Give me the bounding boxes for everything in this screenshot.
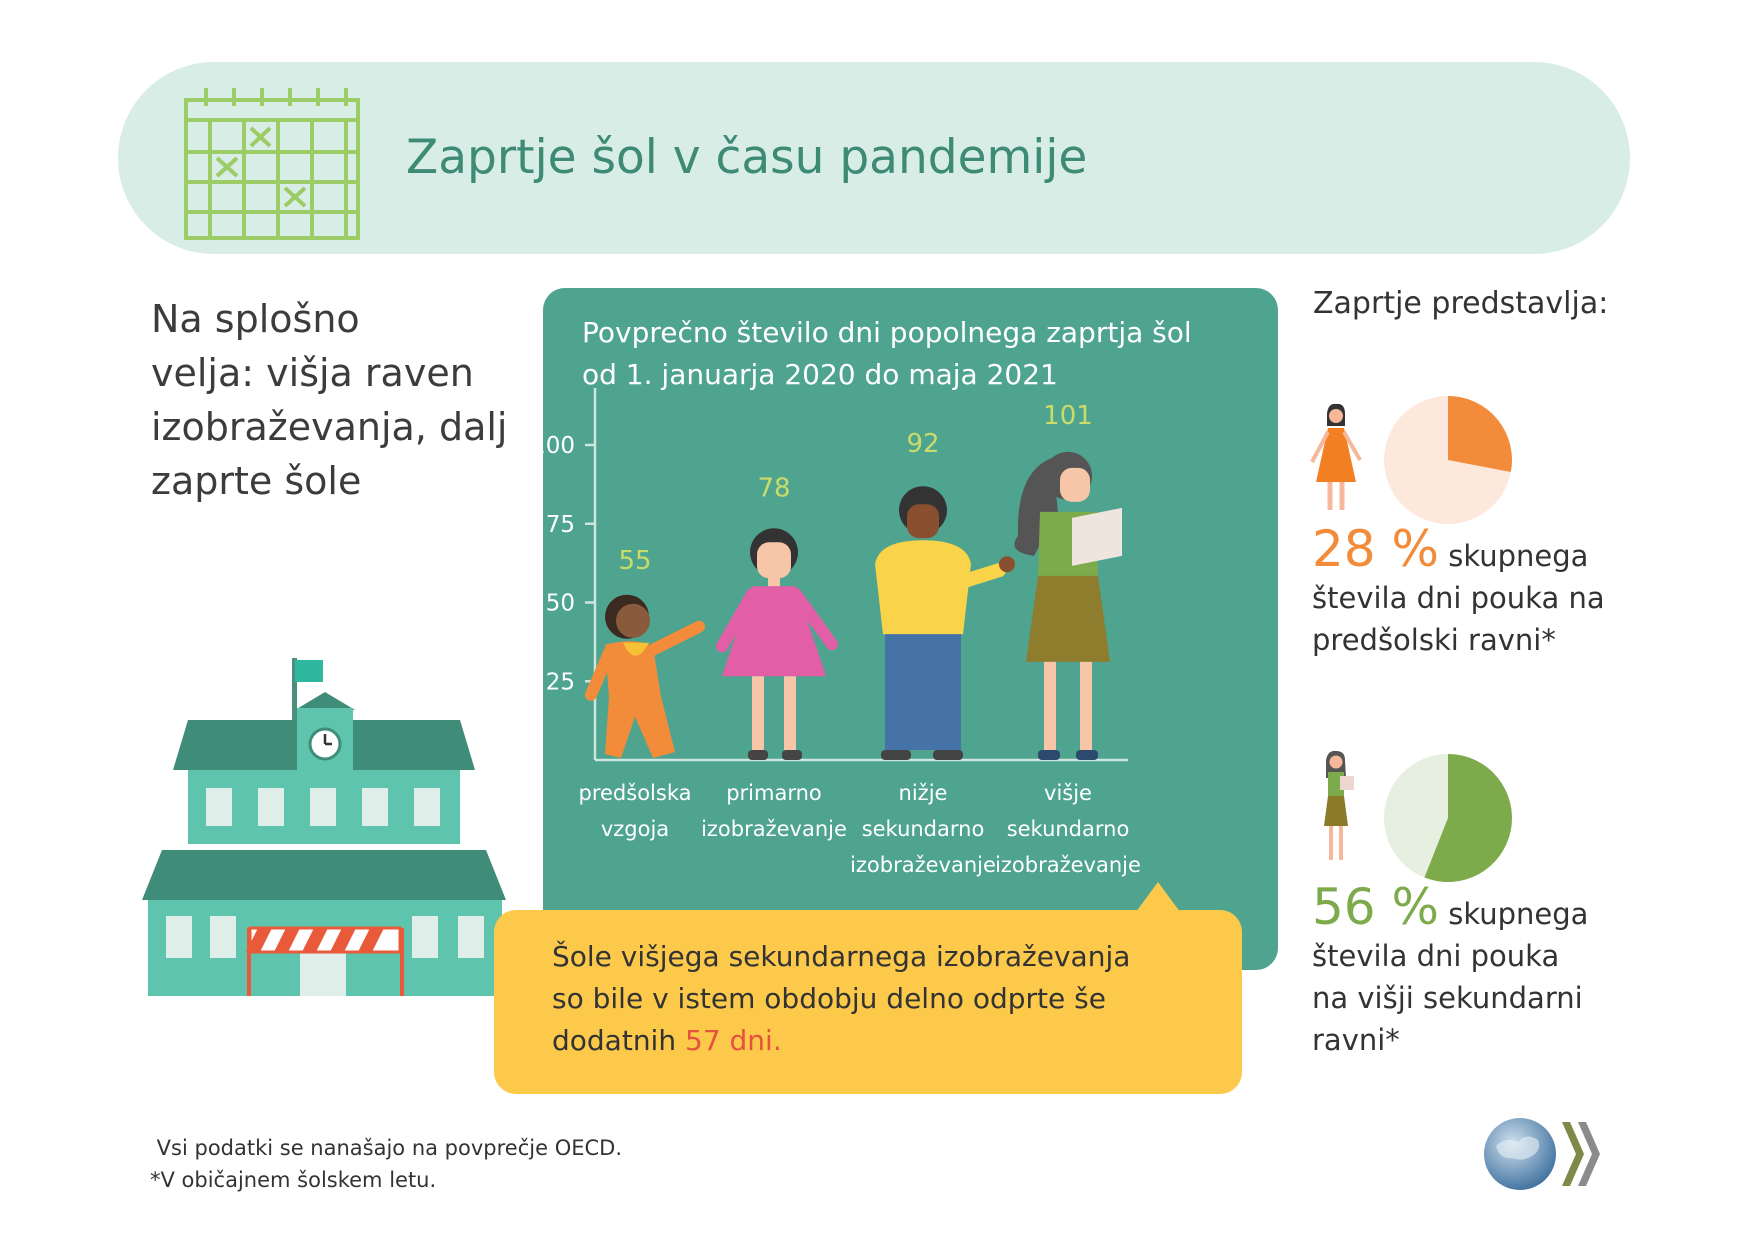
bar-figure (875, 486, 1015, 760)
intro-line-1: Na splošno (151, 297, 360, 341)
intro-line-2: velja: višja raven (151, 351, 474, 395)
bar-figure (722, 528, 832, 760)
stat-preschool-text1: skupnega (1439, 539, 1589, 573)
callout-text (552, 936, 1202, 1062)
x-tick-label: izobraževanje (850, 853, 996, 877)
stat-preschool-pct: 28 % (1312, 520, 1440, 578)
data-label: 92 (906, 429, 940, 460)
x-tick-label: sekundarno (1006, 817, 1130, 841)
y-tick-label: 25 (545, 669, 575, 696)
stat-upper-secondary-text4: ravni* (1312, 1023, 1400, 1057)
x-tick-label: nižje (898, 781, 948, 805)
stat-upper-secondary-text2: števila dni pouka (1312, 939, 1560, 973)
callout-line-2: so bile v istem obdobju delno odprte še (552, 982, 1106, 1015)
y-tick-label: 50 (545, 590, 575, 617)
bar-figure (591, 595, 699, 758)
stat-preschool-text2: števila dni pouka na (1312, 581, 1605, 615)
intro-line-3: izobraževanja, dalj (151, 405, 508, 449)
pie-preschool (1378, 390, 1518, 530)
stat-preschool-text3: predšolski ravni* (1312, 623, 1556, 657)
pie-upper-secondary (1378, 748, 1518, 888)
callout-line-1: Šole višjega sekundarnega izobraževanja (552, 940, 1131, 973)
y-tick-label: 100 (531, 433, 575, 459)
stat-upper-secondary-pct: 56 % (1312, 878, 1440, 936)
stat-upper-secondary-text1: skupnega (1439, 897, 1589, 931)
data-label: 78 (757, 473, 791, 504)
callout-line-3 (552, 1020, 1202, 1062)
intro-line-4: zaprte šole (151, 459, 362, 503)
intro-text (151, 292, 551, 508)
footnote-1: Vsi podatki se nanašajo na povprečje OECD. (150, 1136, 622, 1160)
data-label: 55 (618, 545, 652, 576)
callout-highlight: 57 dni. (685, 1024, 782, 1057)
x-tick-label: izobraževanje (701, 817, 847, 841)
bar-figure (1014, 452, 1122, 760)
x-tick-label: izobraževanje (995, 853, 1141, 877)
x-tick-label: sekundarno (861, 817, 985, 841)
school-illustration (140, 650, 520, 1000)
x-tick-label: predšolska (578, 781, 692, 805)
x-tick-label: primarno (726, 781, 822, 805)
page-title: Zaprtje šol v času pandemije (406, 130, 1088, 185)
y-tick-label: 75 (545, 511, 575, 538)
callout-line-3-prefix: dodatnih (552, 1024, 685, 1057)
stat-upper-secondary-text3: na višji sekundarni (1312, 981, 1583, 1015)
stat-preschool (1312, 520, 1642, 661)
pie-slice (1448, 396, 1512, 472)
chart-title-line-2: od 1. januarja 2020 do maja 2021 (582, 358, 1058, 391)
upper-secondary-girl-icon (1302, 748, 1392, 868)
right-column-title: Zaprtje predstavlja: (1313, 286, 1609, 321)
footnotes (150, 1132, 622, 1196)
preschool-girl-icon (1300, 400, 1390, 520)
footnote-2: *V običajnem šolskem letu. (150, 1168, 437, 1192)
bar-chart (531, 288, 1278, 908)
data-label: 101 (1043, 400, 1093, 431)
chart-title-line-1: Povprečno število dni popolnega zaprtja šol (582, 316, 1192, 349)
calendar-icon (182, 86, 362, 242)
stat-upper-secondary (1312, 878, 1642, 1061)
x-tick-label: vzgoja (600, 817, 670, 841)
oecd-logo (1482, 1110, 1612, 1200)
x-tick-label: višje (1044, 781, 1092, 805)
